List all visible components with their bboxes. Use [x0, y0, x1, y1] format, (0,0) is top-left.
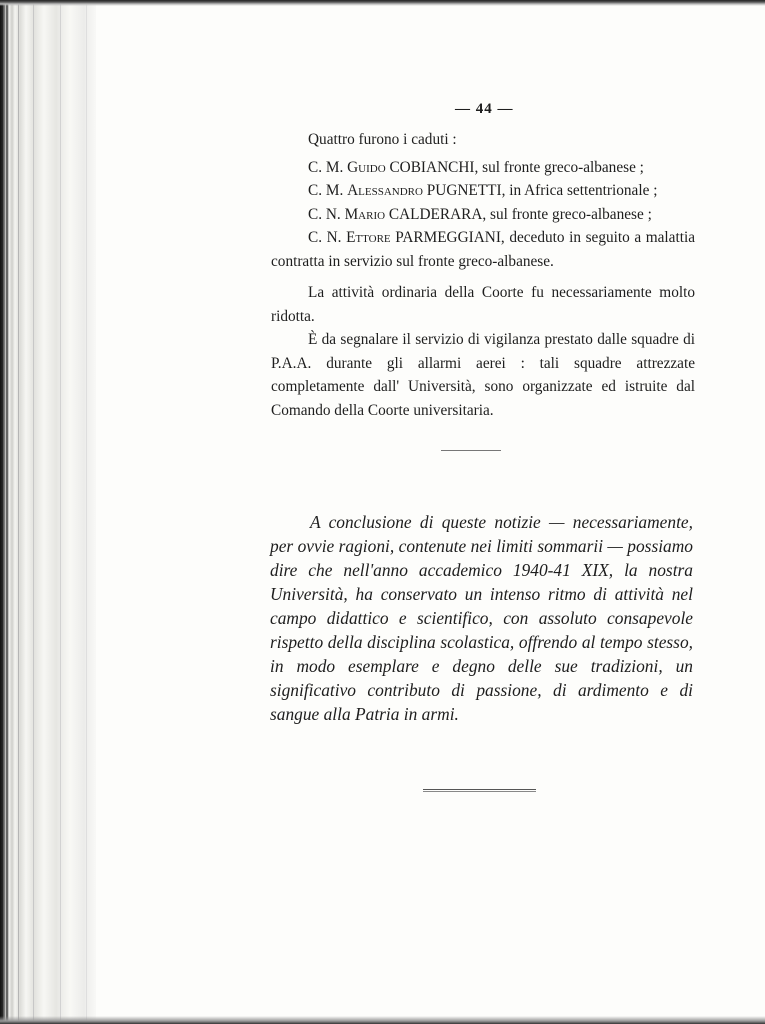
fallen-name: Alessandro [347, 182, 423, 199]
spine-edge-line [4, 0, 5, 1024]
fallen-rank: C. N. [308, 205, 341, 223]
fallen-note: , sul fronte greco-albanese ; [474, 158, 644, 176]
page-number: — 44 — [455, 101, 514, 117]
paragraph-service: È da segnalare il servizio di vigilanza prestato dalle squadre di P.A.A. durante gli allarmi aerei : tali squadre attrezzate completamente dall' Università, sono organizzate ed istruite dal Comando della Coorte universitaria. [271, 331, 695, 419]
fallen-note: , in Africa settentrionale ; [501, 182, 658, 199]
fallen-rank: C. M. [308, 182, 344, 199]
fallen-surname: PARMEGGIANI [395, 229, 501, 246]
fallen-intro: Quattro furono i caduti : [308, 131, 457, 148]
fallen-note: , deceduto in seguito a malattia contratta in servizio sul fronte greco-albanese. [271, 229, 695, 270]
body-text [271, 128, 695, 422]
fallen-note: , sul fronte greco-albanese ; [482, 205, 652, 223]
conclusion-paragraph: A conclusione di queste notizie — necessariamente, per ovvie ragioni, contenute nei limiti sommarii — possiamo dire che nell'anno accademico 1940-41 XIX, la nostra Università, ha conservato un intenso ritmo di attività nel campo didattico e scientifico, con assoluto consapevole rispetto della disciplina scolastica, offrendo al tempo stesso, in modo esemplare e degno delle sue tradizioni, un significativo contributo di passione, di ardimento e di sangue alla Patria in armi. [270, 512, 693, 724]
spine-edge-line [86, 0, 87, 1024]
page-top-edge [0, 0, 765, 6]
end-divider [423, 789, 536, 792]
fallen-rank: C. N. [308, 229, 342, 246]
fallen-name: Mario [344, 205, 386, 223]
fallen-entry [271, 226, 695, 273]
fallen-entry [308, 179, 695, 203]
section-divider [441, 450, 501, 451]
page-bottom-edge [0, 1016, 765, 1024]
fallen-name: Ettore [346, 229, 391, 246]
book-spine [0, 0, 96, 1024]
spine-edge-line [33, 0, 34, 1024]
fallen-surname: CALDERARA [388, 205, 483, 223]
fallen-rank: C. M. [308, 158, 344, 176]
spine-edge-line [18, 0, 19, 1024]
fallen-name: Guido [347, 158, 386, 176]
paragraph-activity: La attività ordinaria della Coorte fu necessariamente molto ridotta. [271, 284, 695, 325]
spine-edge-line [60, 0, 61, 1024]
fallen-surname: COBIANCHI [389, 158, 475, 176]
fallen-entry [308, 203, 695, 227]
fallen-surname: PUGNETTI [426, 182, 502, 199]
fallen-entry [308, 156, 695, 180]
